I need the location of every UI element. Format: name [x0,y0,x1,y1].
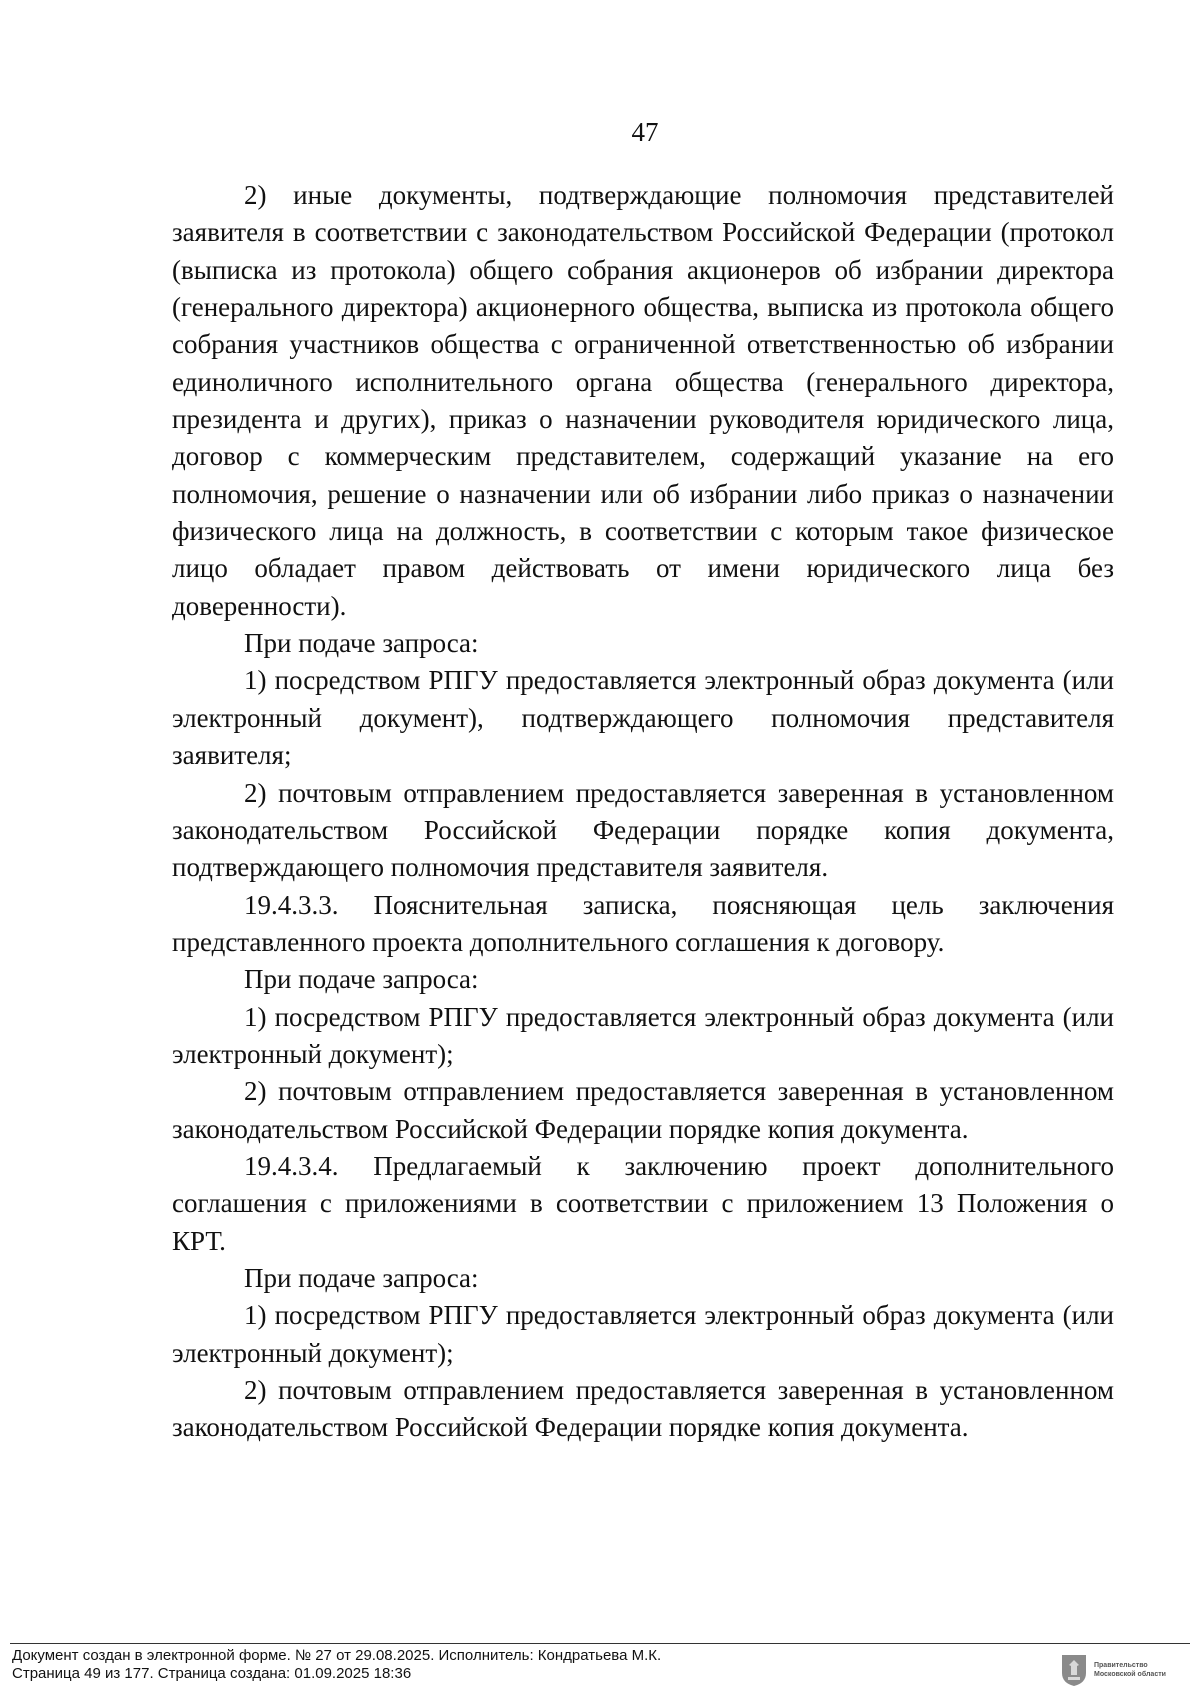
paragraph: 2) иные документы, подтверждающие полномочия представителей заявителя в соответствии с законодательством Российской Федерации (протокол (выписка из протокола) общего собрания акционеров об избрании директора (генерального директора) акционерного общества, выписка из протокола общего собрания участников общества с ограниченной ответственностью об избрании единоличного исполнительного органа общества (генерального директора, президента и других), приказ о назначении руководителя юридического лица, договор с коммерческим представителем, содержащий указание на его полномочия, решение о назначении или об избрании либо приказ о назначении физического лица на должность, в соответствии с которым такое физическое лицо обладает правом действовать от имени юридического лица без доверенности). [172,180,1114,621]
paragraph: 19.4.3.3. Пояснительная записка, поясняющая цель заключения представленного проекта дополнительного соглашения к договору. [172,889,1114,957]
paragraph: При подаче запроса: [244,628,479,659]
paragraph: 19.4.3.4. Предлагаемый к заключению проект дополнительного соглашения с приложениями в соответствии с приложением 13 Положения о КРТ. [172,1150,1114,1256]
page-number: 47 [631,117,659,147]
footer-line-document-info: Документ создан в электронной форме. № 27 от 29.08.2025. Исполнитель: Кондратьева М.К. [12,1647,662,1664]
paragraph: 1) посредством РПГУ предоставляется электронный образ документа (или электронный документ); [172,1001,1114,1069]
document-body [172,177,1114,1447]
paragraph: 2) почтовым отправлением предоставляется заверенная в установленном законодательством Российской Федерации порядке копия документа, подтверждающего полномочия представителя заявителя. [172,777,1114,883]
footer-divider [10,1643,1190,1644]
footer-metadata [12,1647,661,1683]
paragraph: 1) посредством РПГУ предоставляется электронный образ документа (или электронный документ), подтверждающего полномочия представителя заявителя; [172,665,1114,771]
paragraph: При подаче запроса: [244,1262,479,1293]
paragraph: 1) посредством РПГУ предоставляется электронный образ документа (или электронный документ); [172,1300,1114,1368]
document-footer [0,1643,1200,1698]
government-logo [1060,1651,1190,1691]
paragraph: 2) почтовым отправлением предоставляется заверенная в установленном законодательством Российской Федерации порядке копия документа. [172,1076,1114,1144]
logo-lettering: Правительство Московской области [1094,1662,1166,1678]
paragraph: 2) почтовым отправлением предоставляется заверенная в установленном законодательством Российской Федерации порядке копия документа. [172,1375,1114,1443]
paragraph: При подаче запроса: [244,964,479,995]
footer-line-page-info: Страница 49 из 177. Страница создана: 01.09.2025 18:36 [12,1665,412,1682]
coat-of-arms-icon [1060,1653,1088,1687]
